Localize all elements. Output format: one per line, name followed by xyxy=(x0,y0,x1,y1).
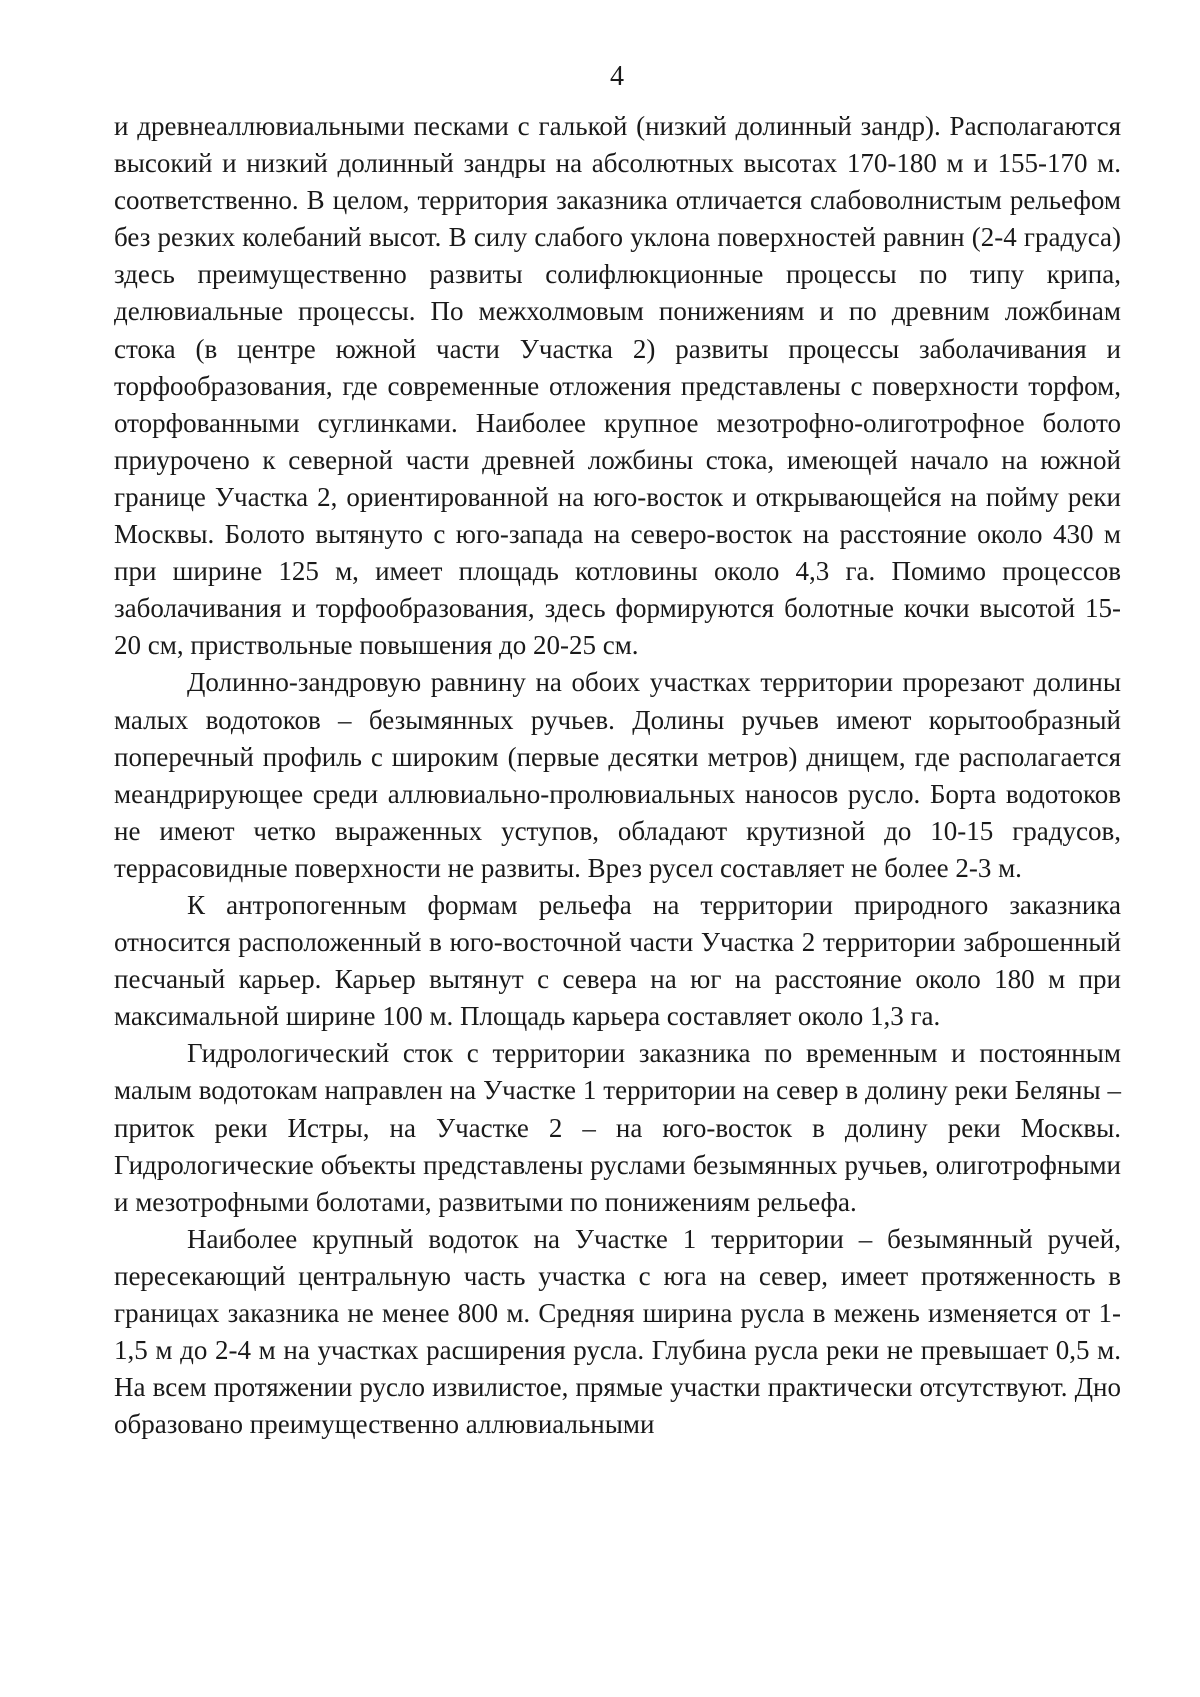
paragraph-relief-description: и древнеаллювиальными песками с галькой (низкий долинный зандр). Располагаются высокий и низкий долинный зандры на абсолютных высотах 170-180 м и 155-170 м. соответственно. В целом, территория заказника отличается слабоволнистым рельефом без резких колебаний высот. В силу слабого уклона поверхностей равнин (2-4 градуса) здесь преимущественно развиты солифлюкционные процессы по типу крипа, делювиальные процессы. По межхолмовым понижениям и по древним ложбинам стока (в центре южной части Участка 2) развиты процессы заболачивания и торфообразования, где современные отложения представлены с поверхности торфом, оторфованными суглинками. Наиболее крупное мезотрофно-олиготрофное болото приурочено к северной части древней ложбины стока, имеющей начало на южной границе Участка 2, ориентированной на юго-восток и открывающейся на пойму реки Москвы. Болото вытянуто с юго-запада на северо-восток на расстояние около 430 м при ширине 125 м, имеет площадь котловины около 4,3 га. Помимо процессов заболачивания и торфообразования, здесь формируются болотные кочки высотой 15-20 см, приствольные повышения до 20-25 см. xyxy=(114,111,1121,661)
paragraph-anthropogenic-relief: К антропогенным формам рельефа на территории природного заказника относится расположенный в юго-восточной части Участка 2 территории заброшенный песчаный карьер. Карьер вытянут с севера на юг на расстояние около 180 м при максимальной ширине 100 м. Площадь карьера составляет около 1,3 га. xyxy=(114,889,1121,1032)
paragraph-hydrological-runoff: Гидрологический сток с территории заказника по временным и постоянным малым водотокам направлен на Участке 1 территории на север в долину реки Беляны – приток реки Истры, на Участке 2 – на юго-восток в долину реки Москвы. Гидрологические объекты представлены руслами безымянных ручьев, олиготрофными и мезотрофными болотами, развитыми по понижениям рельефа. xyxy=(114,1038,1121,1217)
paragraph-stream-valleys: Долинно-зандровую равнину на обоих участках территории прорезают долины малых водотоков – безымянных ручьев. Долины ручьев имеют корытообразный поперечный профиль с широким (первые десятки метров) днищем, где располагается меандрирующее среди аллювиально-пролювиальных наносов русло. Борта водотоков не имеют четко выраженных уступов, обладают крутизной до 10-15 градусов, террасовидные поверхности не развиты. Врез русел составляет не более 2-3 м. xyxy=(114,667,1121,883)
document-body xyxy=(114,108,1121,1443)
page-number: 4 xyxy=(610,61,624,92)
paragraph-largest-watercourse: Наиболее крупный водоток на Участке 1 территории – безымянный ручей, пересекающий центральную часть участка с юга на север, имеет протяженность в границах заказника не менее 800 м. Средняя ширина русла в межень изменяется от 1-1,5 м до 2-4 м на участках расширения русла. Глубина русла реки не превышает 0,5 м. На всем протяжении русло извилистое, прямые участки практически отсутствуют. Дно образовано преимущественно аллювиальными xyxy=(114,1223,1121,1440)
